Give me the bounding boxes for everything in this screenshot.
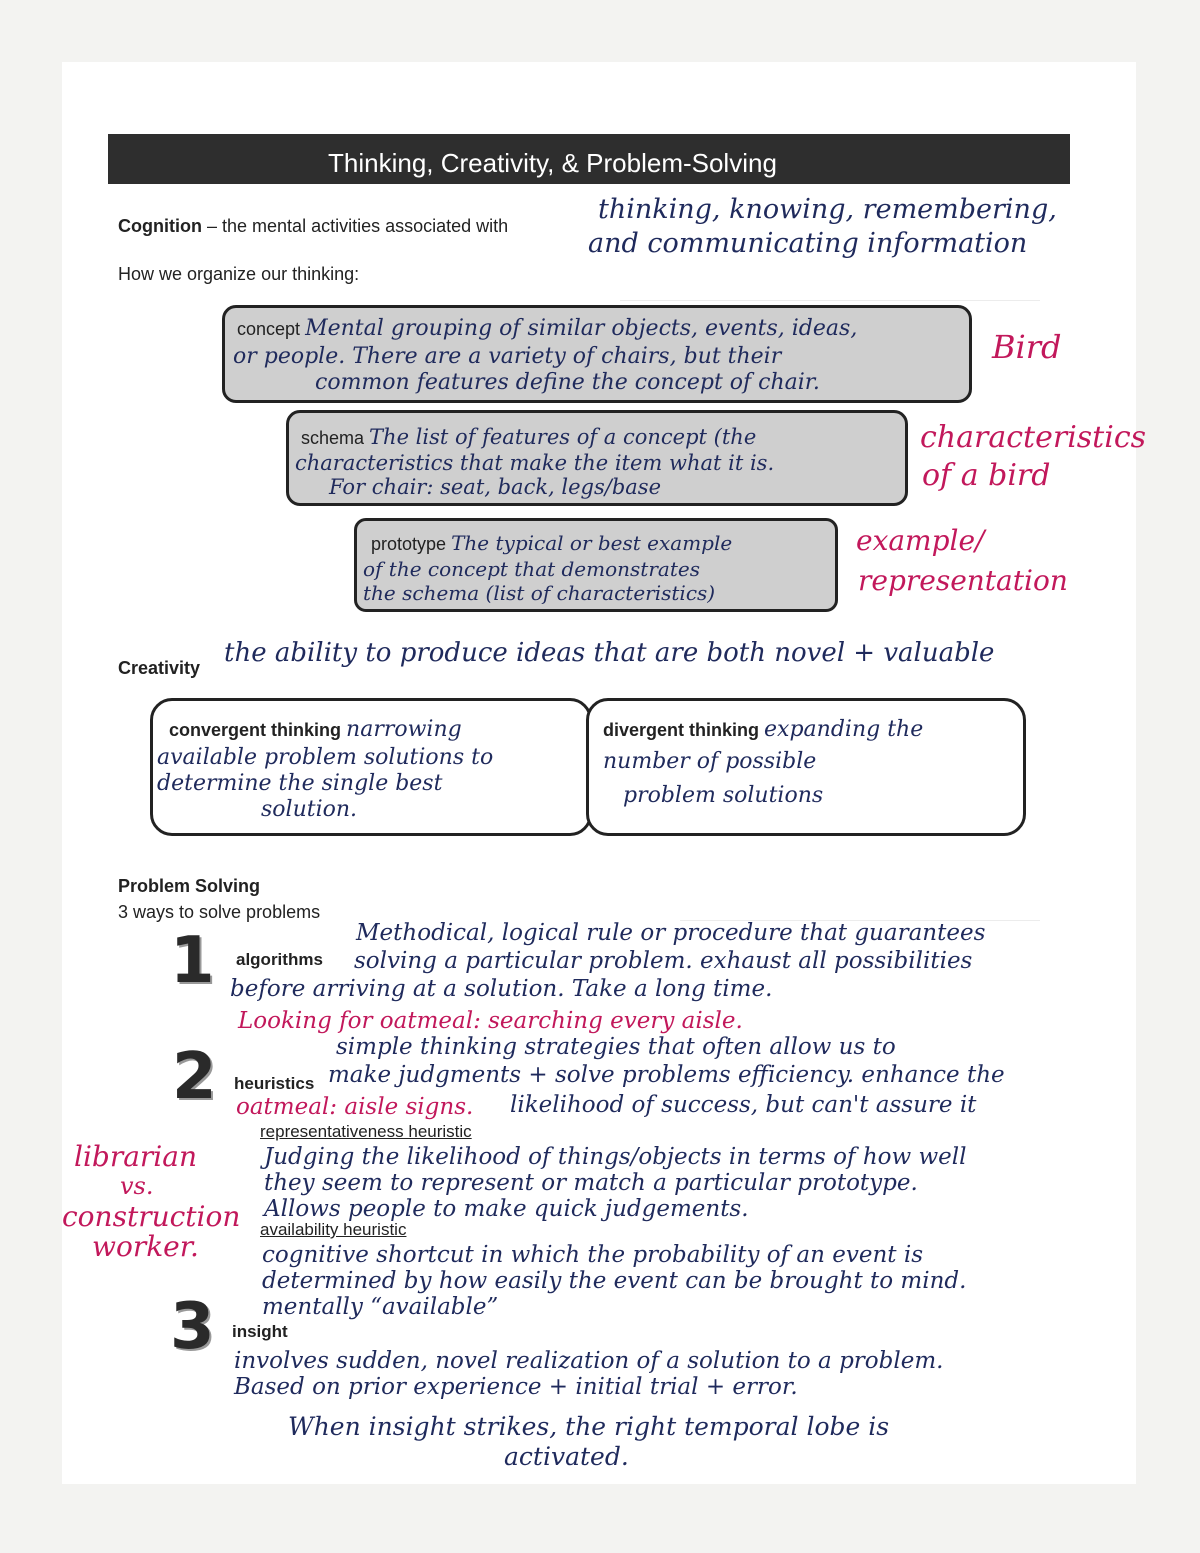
availability-line1: cognitive shortcut in which the probability of an event is — [262, 1242, 923, 1268]
rep-side-note-2: vs. — [120, 1172, 154, 1200]
schema-line1: The list of features of a concept (the — [369, 425, 757, 449]
divergent-label: divergent thinking — [603, 720, 760, 740]
divergent-line1: expanding the — [764, 717, 924, 742]
prototype-box — [354, 518, 838, 612]
prototype-side-note-1: example/ — [856, 524, 985, 557]
algorithms-label: algorithms — [236, 950, 323, 969]
divergent-line3: problem solutions — [623, 783, 824, 808]
number-one: 1 — [170, 924, 215, 998]
rep-side-note-1: librarian — [74, 1140, 197, 1173]
representativeness-line2: they seem to represent or match a particular prototype. — [264, 1170, 918, 1196]
concept-line2: or people. There are a variety of chairs, but their — [233, 344, 782, 369]
prototype-label: prototype — [371, 534, 447, 554]
concept-line3: common features define the concept of chair. — [315, 370, 820, 395]
concept-side-note: Bird — [992, 328, 1062, 366]
organize-thinking-label: How we organize our thinking: — [118, 264, 360, 284]
availability-line2: determined by how easily the event can be brought to mind. — [262, 1268, 967, 1294]
cognition-row — [118, 216, 508, 237]
creativity-answer: the ability to produce ideas that are both novel + valuable — [224, 638, 995, 668]
number-three: 3 — [170, 1290, 215, 1364]
heuristics-line1: simple thinking strategies that often allow us to — [336, 1034, 896, 1060]
schema-side-note-2: of a bird — [922, 458, 1051, 493]
availability-heuristic-label: availability heuristic — [260, 1220, 407, 1239]
heuristics-label: heuristics — [234, 1074, 315, 1093]
page-title: Thinking, Creativity, & Problem-Solving — [328, 148, 777, 178]
prototype-line2: of the concept that demonstrates — [363, 557, 700, 581]
algorithms-line1: Methodical, logical rule or procedure that guarantees — [356, 920, 986, 946]
availability-line3: mentally “available” — [262, 1294, 499, 1320]
convergent-line4: solution. — [261, 797, 358, 822]
convergent-thinking-box — [150, 698, 592, 836]
problem-solving-subtitle: 3 ways to solve problems — [118, 902, 321, 922]
schema-line2: characteristics that make the item what it is. — [295, 451, 775, 475]
title-banner — [108, 134, 1070, 184]
convergent-line2: available problem solutions to — [157, 745, 494, 770]
representativeness-heuristic-label: representativeness heuristic — [260, 1122, 472, 1141]
insight-line1: involves sudden, novel realization of a solution to a problem. — [234, 1348, 944, 1374]
divergent-line2: number of possible — [603, 749, 817, 774]
insight-line2: Based on prior experience + initial trial + error. — [234, 1374, 798, 1400]
insight-line4: activated. — [504, 1442, 629, 1471]
cognition-printed: – the mental activities associated with — [207, 216, 509, 236]
algorithms-line3: before arriving at a solution. Take a long time. — [230, 976, 773, 1002]
convergent-label: convergent thinking — [169, 720, 342, 740]
bleed-through-mark — [680, 840, 1040, 921]
representativeness-line3: Allows people to make quick judgements. — [264, 1196, 749, 1222]
convergent-line1: narrowing — [346, 717, 462, 742]
prototype-line3: the schema (list of characteristics) — [363, 581, 716, 605]
number-two: 2 — [172, 1040, 217, 1114]
cognition-answer-line1: thinking, knowing, remembering, — [598, 194, 1057, 225]
problem-solving-title: Problem Solving — [118, 876, 261, 896]
concept-box — [222, 305, 972, 403]
schema-side-note-1: characteristics — [920, 420, 1147, 455]
rep-side-note-3: construction — [62, 1200, 241, 1233]
insight-line3: When insight strikes, the right temporal lobe is — [288, 1412, 890, 1441]
insight-label: insight — [232, 1322, 288, 1341]
rep-side-note-4: worker. — [92, 1230, 199, 1263]
algorithms-line2: solving a particular problem. exhaust all possibilities — [354, 948, 973, 974]
cognition-label: Cognition — [118, 216, 202, 236]
concept-line1: Mental grouping of similar objects, events, ideas, — [305, 316, 858, 341]
concept-label: concept — [237, 319, 301, 339]
algorithms-example: Looking for oatmeal: searching every aisle. — [238, 1008, 743, 1034]
creativity-label: Creativity — [118, 658, 201, 678]
divergent-thinking-box — [586, 698, 1026, 836]
schema-line3: For chair: seat, back, legs/base — [329, 475, 662, 499]
cognition-answer-line2: and communicating information — [588, 228, 1028, 259]
heuristics-example: oatmeal: aisle signs. — [236, 1094, 474, 1120]
representativeness-line1: Judging the likelihood of things/objects in terms of how well — [264, 1144, 967, 1170]
schema-box — [286, 410, 908, 506]
heuristics-line2: make judgments + solve problems efficiency. enhance the — [328, 1062, 1005, 1088]
prototype-line1: The typical or best example — [451, 531, 733, 555]
heuristics-line3: likelihood of success, but can't assure it — [510, 1092, 977, 1118]
convergent-line3: determine the single best — [157, 771, 443, 796]
schema-label: schema — [301, 428, 365, 448]
prototype-side-note-2: representation — [858, 564, 1068, 597]
